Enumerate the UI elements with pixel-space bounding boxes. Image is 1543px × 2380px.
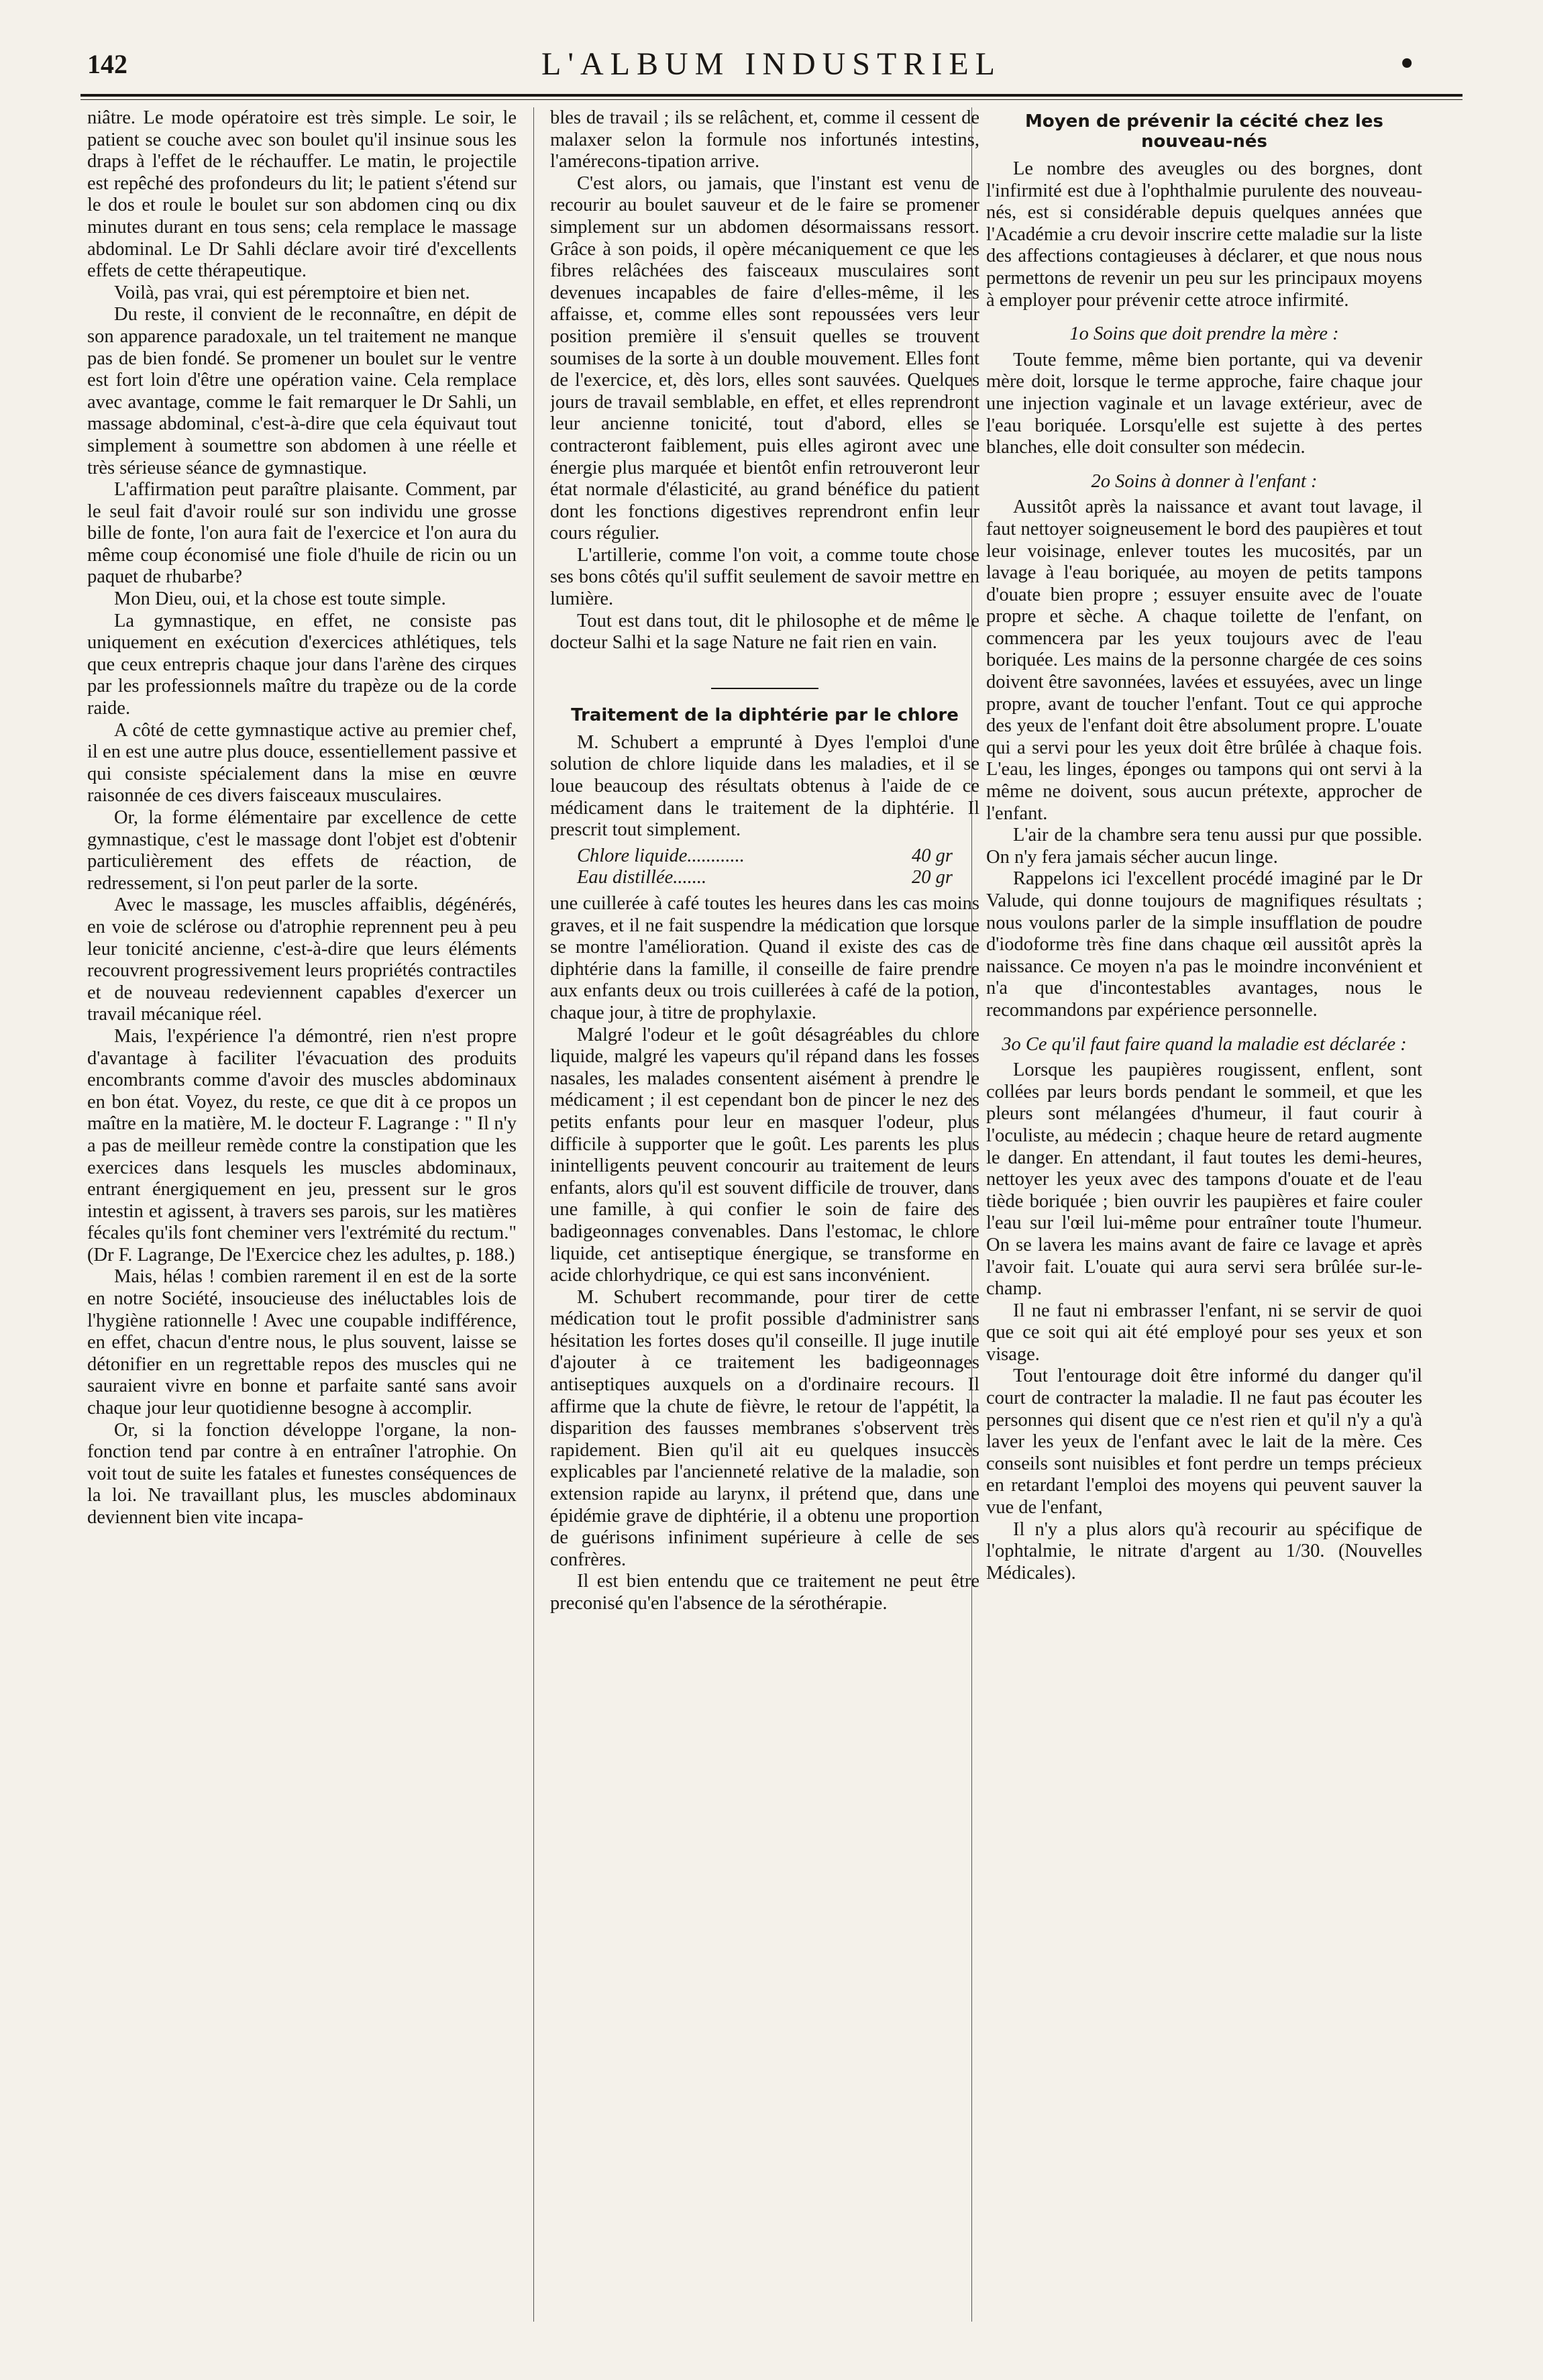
section-separator: [711, 688, 818, 689]
paragraph: Du reste, il convient de le reconnaître, en dépit de son apparence paradoxale, un tel traitement ne manque pas de bien fondé. Se promener un boulet sur le ventre est fort loin d'être une opération vaine. Cela remplace avec avantage, comme le fait remarquer le Dr Sahli, un massage abdominal, c'est-à-dire que cela équivaut tout simplement à soumettre son abdomen à une réelle et très sérieuse séance de gymnastique.: [87, 304, 517, 478]
paragraph: Mais, l'expérience l'a démontré, rien n'est propre d'avantage à faciliter l'évacuation des produits encombrants comme d'avoir des muscles abdominaux en bon état. Voyez, du reste, ce que dit à ce propos un maître en la matière, M. le docteur F. Lagrange : " Il n'y a pas de meilleur remède contre la constipation que les exercices dans lesquels les muscles abdominaux, entrant énergiquement en jeu, pressent sur le gros intestin et agissent, à travers ses parois, sur les matières fécales qu'ils font cheminer vers l'extrémité du rectum." (Dr F. Lagrange, De l'Exercice chez les adultes, p. 188.): [87, 1025, 517, 1265]
journal-title: L'ALBUM INDUSTRIEL: [541, 46, 1002, 82]
paragraph: Tout l'entourage doit être informé du danger qu'il court de contracter la maladie. Il ne faut pas écouter les personnes qui disent que ce n'est rien et qu'il n'y a qu'à laver les yeux de l'enfant avec le lait de la mère. Ces conseils sont nuisibles et font perdre un temps précieux en retardant l'emploi des moyens qui peuvent sauver la vue de l'enfant,: [986, 1365, 1422, 1518]
paragraph: Mon Dieu, oui, et la chose est toute simple.: [114, 588, 446, 610]
paragraph: La gymnastique, en effet, ne consiste pas uniquement en exécution d'exercices athlétiques, tels que ceux entrepris chaque jour dans l'arène des cirques par les professionnels maître du trapèze ou de la corde raide.: [87, 610, 517, 719]
formula-row: [577, 867, 953, 889]
paragraph: Or, la forme élémentaire par excellence de cette gymnastique, c'est le massage dont l'objet est d'obtenir particulièrement des effets de réaction, de redressement, si l'on peut parler de la sorte.: [87, 807, 517, 894]
header-rule: [81, 94, 1462, 97]
paragraph: Malgré l'odeur et le goût désagréables du chlore liquide, malgré les vapeurs qu'il répand dans les fosses nasales, les malades consentent aisément à prendre le médicament ; il est cependant bon de pincer le nez des petits enfants pour leur en masquer l'odeur, plus difficile à supporter que le goût. Les parents les plus inintelligents peuvent concourir au traitement de leurs enfants, alors qu'il est souvent difficile de trouver, dans une famille, à qui confier le soin de faire des badigeonnages convenables. Dans l'estomac, le chlore liquide, cet antiseptique énergique, se transforme en acide chlorhydrique, ce qui est sans inconvénient.: [550, 1024, 979, 1286]
column-2: [550, 107, 979, 2342]
ingredient-quantity: 20 gr: [912, 867, 953, 888]
paragraph: bles de travail ; ils se relâchent, et, comme il cessent de malaxer selon la formule nos infortunés intestins, l'amérecons-tipation arrive.: [550, 107, 979, 172]
paragraph: Aussitôt après la naissance et avant tout lavage, il faut nettoyer soigneusement le bord des paupières et tout leur voisinage, enlever toutes les mucosités, par un lavage à l'eau boriquée, au moyen de petits tampons d'ouate bien propre ; essuyer ensuite avec de l'ouate propre et sèche. A chaque toilette de l'enfant, on commencera par les yeux toujours avec de l'eau boriquée. Les mains de la personne chargée de ces soins doivent être savonnées, lavées et essuyées, avec un linge propre, avant de toucher l'enfant. Tout ce qui approche des yeux de l'enfant doit être absolument propre. L'ouate qui a servi pour les yeux doit être brûlée à chaque fois. L'eau, les linges, éponges ou tampons qui ont servi à la même ne doivent, sous aucun prétexte, approcher de l'enfant.: [986, 497, 1422, 824]
paragraph: Tout est dans tout, dit le philosophe et de même le docteur Salhi et la sage Nature ne fait rien en vain.: [550, 610, 979, 654]
paragraph: L'air de la chambre sera tenu aussi pur que possible. On n'y fera jamais sécher aucun linge.: [986, 825, 1422, 868]
paragraph: M. Schubert recommande, pour tirer de cette médication tout le profit possible d'administrer sans hésitation les fortes doses qu'il conseille. Il juge inutile d'ajouter à ce traitement les badigeonnages antiseptiques auxquels on a d'ordinaire recours. Il affirme que la chute de fièvre, le retour de l'appétit, la disparition des fausses membranes s'observent très rapidement. Bien qu'il ait eu quelques insuccès explicables par l'ancienneté relative de la maladie, son extension rapide au larynx, il prétend que, dans une épidémie grave de diphtérie, il a obtenu une proportion de guérisons infiniment supérieure à celle de ses confrères.: [550, 1286, 979, 1570]
column-1: [87, 107, 517, 2342]
paragraph: Le nombre des aveugles ou des borgnes, dont l'infirmité est due à l'ophthalmie purulente des nouveau-nés, est si considérable depuis quelques années que l'Académie a cru devoir inscrire cette maladie sur la liste des affections contagieuses à déclarer, et que nous nous permettons de revenir un peu sur les principaux moyens à employer pour prévenir cette atroce infirmité.: [986, 158, 1422, 311]
paragraph: une cuillerée à café toutes les heures dans les cas moins graves, et il ne fait suspendre la médication que lorsque se montre l'amélioration. Quand il existe des cas de diphtérie dans la famille, il conseille de faire prendre aux enfants deux ou trois cuillerées à café de la potion, chaque jour, à titre de prophylaxie.: [550, 893, 979, 1023]
paragraph: Mais, hélas ! combien rarement il en est de la sorte en notre Société, insoucieuse des inéluctables lois de l'hygiène rationnelle ! Avec une coupable indifférence, en effet, chacun d'entre nous, le plus souvent, laisse se détonifier en un regrettable repos des muscles qui ne sauraient vivre en bonne et parfaite santé sans avoir chaque jour leur quotidienne besogne à accomplir.: [87, 1266, 517, 1419]
paragraph: Rappelons ici l'excellent procédé imaginé par le Dr Valude, qui donne toujours de magnifiques résultats ; nous voulons parler de la simple insufflation de poudre d'iodoforme très fine dans chaque œil aussitôt après la naissance. Ce moyen n'a pas le moindre inconvénient et n'a que d'incontestables avantages, nous le recommandons par expérience personnelle.: [986, 868, 1422, 1021]
paragraph: Lorsque les paupières rougissent, enflent, sont collées par leurs bords pendant le sommeil, et que les pleurs sont mélangées d'humeur, il faut courir à l'oculiste, au médecin ; chaque heure de retard augmente le danger. En attendant, il faut toutes les demi-heures, nettoyer les yeux avec des tampons d'ouate et de l'eau tiède boriquée ; bien ouvrir les paupières et faire couler l'eau sur l'œil lui-même pour entraîner toute l'humeur. On se lavera les mains avant de faire ce lavage et après l'avoir fait. L'ouate qui aura servi sera brûlée sur-le-champ.: [986, 1059, 1422, 1300]
ingredient-name: Eau distillée.......: [577, 867, 707, 888]
page-header: [81, 34, 1462, 101]
page-number: 142: [87, 49, 127, 79]
paragraph: L'artillerie, comme l'on voit, a comme toute chose ses bons côtés qu'il suffit seulement de savoir mettre en lumière.: [550, 544, 979, 610]
paragraph: Or, si la fonction développe l'organe, la non-fonction tend par contre à en entraîner l'atrophie. On voit tout de suite les fatales et funestes conséquences de la loi. Ne travaillant plus, les muscles abdominaux deviennent bien vite incapa-: [87, 1419, 517, 1528]
subheading: 1o Soins que doit prendre la mère :: [1069, 323, 1339, 345]
paragraph: L'affirmation peut paraître plaisante. Comment, par le seul fait d'avoir roulé sur son individu une grosse bille de fonte, l'on aura fait de l'exercice et l'on aura du même coup économisé une fiole d'huile de ricin ou un paquet de rhubarbe?: [87, 479, 517, 588]
column-3: [986, 107, 1422, 2342]
prescription-formula: [577, 845, 953, 889]
paragraph: A côté de cette gymnastique active au premier chef, il en est une autre plus douce, essentiellement passive et qui consiste spécialement dans la mise en œuvre raisonnée de ces divers faisceaux musculaires.: [87, 719, 517, 807]
paragraph: Il est bien entendu que ce traitement ne peut être preconisé qu'en l'absence de la sérothérapie.: [550, 1571, 979, 1614]
column-divider: [533, 107, 534, 2322]
paragraph: Il n'y a plus alors qu'à recourir au spécifique de l'ophtalmie, le nitrate d'argent au 1/30. (Nouvelles Médicales).: [986, 1518, 1422, 1584]
ingredient-quantity: 40 gr: [912, 845, 953, 866]
paragraph: Voilà, pas vrai, qui est péremptoire et bien net.: [114, 282, 470, 303]
subheading: 2o Soins à donner à l'enfant :: [1091, 470, 1318, 492]
paragraph: C'est alors, ou jamais, que l'instant est venu de recourir au boulet sauveur et de le faire se promener simplement sur un abdomen désormaissans ressort. Grâce à son poids, il opère mécaniquement ce que les fibres relâchées des faisceaux musculaires sont devenues incapables de faire d'elles-même, il les affaisse, et, comme elles sont repoussées vers leur position première il s'ensuit quelles se trouvent soumises de la sorte à un double mouvement. Elles font de l'exercice, et, dès lors, elles sont sauvées. Quelques jours de travail semblable, en effet, et elles reprendront leur ancienne tonicité, tout d'abord, elles se contracteront faiblement, puis elles agiront avec une énergie plus marquée et bientôt enfin retrouveront leur état normale d'élasticité, au grand bénéfice du patient dont les fonctions digestives reprendront enfin leur cours régulier.: [550, 172, 979, 544]
paragraph: niâtre. Le mode opératoire est très simple. Le soir, le patient se couche avec son boulet qu'il insinue sous les draps à l'effet de le réchauffer. Le matin, le projectile est repêché des profondeurs du lit; le patient s'étend sur le dos et roule le boulet sur son abdomen cinq ou dix minutes durant en tous sens; cela remplace le massage abdominal. Le Dr Sahli déclare avoir tiré d'excellents effets de cette thérapeutique.: [87, 107, 517, 282]
subheading: 3o Ce qu'il faut faire quand la maladie est déclarée :: [1002, 1033, 1407, 1055]
paragraph: Avec le massage, les muscles affaiblis, dégénérés, en voie de sclérose ou d'atrophie reprennent peu à peu leur tonicité ancienne, c'est-à-dire que leurs éléments recouvrent progressivement leurs propriétés contractiles et de nouveau redeviennent capables d'exercer un travail mécanique réel.: [87, 894, 517, 1025]
ingredient-name: Chlore liquide............: [577, 845, 745, 866]
paragraph: Toute femme, même bien portante, qui va devenir mère doit, lorsque le terme approche, faire chaque jour une injection vaginale et un lavage extérieur, avec de l'eau boriquée. Lorsqu'elle est sujette à des pertes blanches, elle doit consulter son médecin.: [986, 349, 1422, 458]
header-ornament: •: [1398, 48, 1416, 80]
formula-row: [577, 845, 953, 868]
paragraph: Il ne faut ni embrasser l'enfant, ni se servir de quoi que ce soit qui ait été employé pour ses yeux et son visage.: [986, 1300, 1422, 1365]
section-title-cecite: Moyen de prévenir la cécité chez les nouveau-nés: [1025, 111, 1383, 152]
section-title-diphtheria: Traitement de la diphtérie par le chlore: [571, 705, 959, 725]
header-rule-thin: [81, 99, 1462, 100]
paragraph: M. Schubert a emprunté à Dyes l'emploi d'une solution de chlore liquide dans les maladies, et il se loue beaucoup des résultats obtenus à l'aide de ce médicament dans le traitement de la diphtérie. Il prescrit tout simplement.: [550, 731, 979, 841]
